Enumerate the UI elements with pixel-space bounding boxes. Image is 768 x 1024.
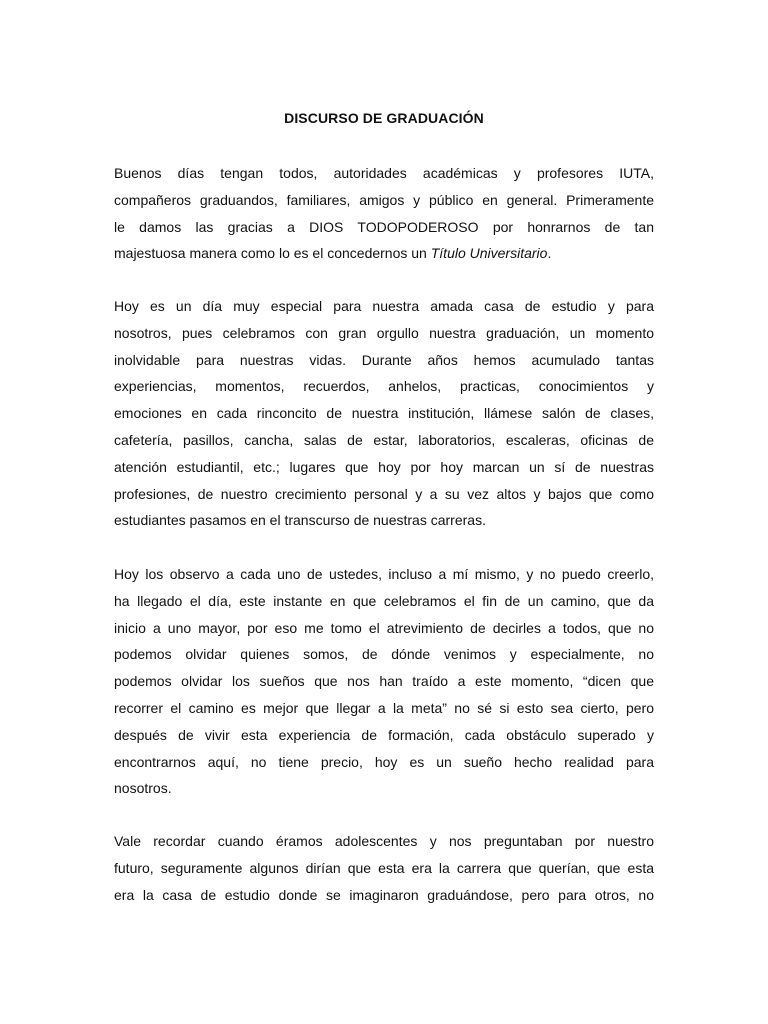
paragraph-line: podemos olvidar quienes somos, de dónde venimos y especialmente, no: [114, 646, 654, 663]
paragraph-line: experiencias, momentos, recuerdos, anhelos, practicas, conocimientos y: [114, 378, 654, 395]
paragraph-line: cafetería, pasillos, cancha, salas de estar, laboratorios, escaleras, oficinas de: [114, 431, 654, 448]
paragraph-line: nosotros, pues celebramos con gran orgullo nuestra graduación, un momento: [114, 324, 654, 341]
paragraph-line: ha llegado el día, este instante en que celebramos el fin de un camino, que da: [114, 592, 654, 609]
paragraph-line: recorrer el camino es mejor que llegar a la meta” no sé si esto sea cierto, pero: [114, 699, 654, 716]
italic-text: Título Universitario: [430, 245, 548, 262]
paragraph-3: [114, 561, 654, 802]
paragraph-line: nosotros.: [114, 780, 172, 797]
paragraph-line: Hoy los observo a cada uno de ustedes, incluso a mí mismo, y no puedo creerlo,: [114, 566, 654, 582]
paragraph-line: después de vivir esta experiencia de formación, cada obstáculo superado y: [114, 726, 654, 743]
paragraph-line: [114, 240, 654, 267]
paragraph-line: profesiones, de nuestro crecimiento personal y a su vez altos y bajos que como: [114, 485, 654, 502]
paragraph-line: inicio a uno mayor, por eso me tomo el atrevimiento de decirles a todos, que no: [114, 619, 654, 636]
paragraph-line: Hoy es un día muy especial para nuestra amada casa de estudio y para: [114, 298, 654, 314]
paragraph-line: encontrarnos aquí, no tiene precio, hoy es un sueño hecho realidad para: [114, 753, 654, 770]
document-title: DISCURSO DE GRADUACIÓN: [284, 110, 484, 126]
paragraph-4: [114, 828, 654, 908]
line-text: .: [547, 245, 552, 262]
paragraph-line: futuro, seguramente algunos dirían que esta era la carrera que querían, que esta: [114, 859, 654, 876]
paragraph-line: Buenos días tengan todos, autoridades académicas y profesores IUTA,: [114, 165, 654, 181]
paragraph-line: podemos olvidar los sueños que nos han traído a este momento, “dicen que: [114, 673, 654, 690]
paragraph-line: inolvidable para nuestras vidas. Durante años hemos acumulado tantas: [114, 351, 654, 368]
paragraph-1: [114, 160, 654, 267]
paragraph-line: estudiantes pasamos en el transcurso de nuestras carreras.: [114, 512, 486, 529]
paragraph-line: Vale recordar cuando éramos adolescentes y nos preguntaban por nuestro: [114, 833, 654, 849]
line-text: majestuosa manera como lo es el concedernos un: [114, 245, 431, 262]
paragraph-line: le damos las gracias a DIOS TODOPODEROSO por honrarnos de tan: [114, 218, 654, 235]
paragraph-line: era la casa de estudio donde se imaginaron graduándose, pero para otros, no: [114, 886, 654, 903]
paragraph-line: emociones en cada rinconcito de nuestra institución, llámese salón de clases,: [114, 405, 654, 422]
paragraph-2: [114, 293, 654, 534]
paragraph-line: compañeros graduandos, familiares, amigos y público en general. Primeramente: [114, 191, 654, 208]
paragraph-line: atención estudiantil, etc.; lugares que hoy por hoy marcan un sí de nuestras: [114, 458, 654, 475]
